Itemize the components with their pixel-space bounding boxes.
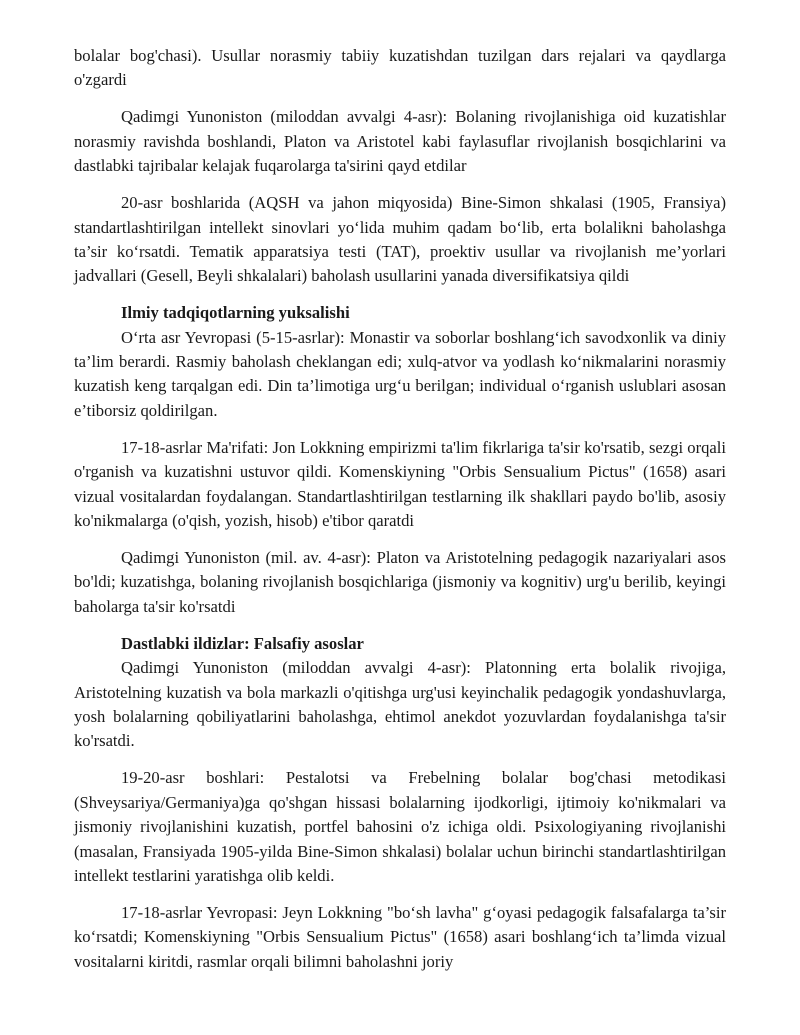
paragraph-pestalozzi-froebel: 19-20-asr boshlari: Pestalotsi va Frebelning bolalar bog'chasi metodikasi (Shveysariya/Germaniya)ga qo'shgan hissasi bolalarning ijodkorligi, ijtimoiy ko'nikmalari va jismoniy rivojlanishini kuzatish, portfel bahosini o'z ichiga oldi. Psixologiyaning rivojlanishi (masalan, Fransiyada 1905-yilda Bine-Simon shkalasi) bolalar uchun birinchi standartlashtirilgan intellekt testlarini yaratishga olib keldi.: [74, 768, 726, 885]
paragraph-ancient-greece-observations: Qadimgi Yunoniston (miloddan avvalgi 4-asr): Bolaning rivojlanishiga oid kuzatishlar norasmiy ravishda boshlandi, Platon va Aristotel kabi faylasuflar rivojlanish bosqichlarini va dastlabki tajribalar kelajak fuqarolarga ta'sirini qayd etdilar: [74, 107, 726, 176]
document-page: [74, 44, 726, 974]
paragraph-kindergarten-methods-end: bolalar bog'chasi). Usullar norasmiy tabiiy kuzatishdan tuzilgan dars rejalari va qaydlarga o'zgardi: [74, 46, 726, 90]
paragraph-enlightenment: 17-18-asrlar Ma'rifati: Jon Lokkning empirizmi ta'lim fikrlariga ta'sir ko'rsatib, sezgi orqali o'rganish va kuzatishni ustuvor qildi. Komenskiyning "Orbis Sensualium Pictus" (1658) asari vizual vositalardan foydalangan. Standartlashtirilgan testlarning ilk shakllari paydo bo'lib, asosiy ko'nikmalarga (o'qish, yozish, hisob) e'tibor qaratdi: [74, 437, 726, 531]
section-heading-early-roots: Dastlabki ildizlar: Falsafiy asoslar: [121, 633, 364, 653]
paragraph-early-20th-century: 20-asr boshlarida (AQSH va jahon miqyosida) Bine-Simon shkalasi (1905, Fransiya) standartlashtirilgan intellekt sinovlari yoʻlida muhim qadam boʻlib, erta bolalikni baholashga ta’sir koʻrsatdi. Tematik apparatsiya testi (TAT), proektiv usullar va rivojlanish me’yorlari jadvallari (Gesell, Beyli shkalalari) baholash usullarini yanada diversifikatsiya qildi: [74, 193, 726, 286]
paragraph-plato-aristotle: Qadimgi Yunoniston (miloddan avvalgi 4-asr): Platonning erta bolalik rivojiga, Aristotelning kuzatish va bola markazli o'qitishga urg'usi keyinchalik pedagogik yondashuvlarga, yosh bolalarning qobiliyatlarini baholashga, ehtimol anekdot yozuvlardan foydalanishga ta'sir ko'rsatdi.: [74, 658, 726, 751]
section-heading-scientific-research: Ilmiy tadqiqotlarning yuksalishi: [121, 303, 350, 323]
paragraph-ancient-greece-theories: Qadimgi Yunoniston (mil. av. 4-asr): Platon va Aristotelning pedagogik nazariyalari asos bo'ldi; kuzatishga, bolaning rivojlanish bosqichlariga (jismoniy va kognitiv) urg'u berilib, keyingi baholarga ta'sir ko'rsatdi: [74, 548, 726, 616]
paragraph-locke-comenius: 17-18-asrlar Yevropasi: Jeyn Lokkning "boʻsh lavha" gʻoyasi pedagogik falsafalarga ta’sir koʻrsatdi; Komenskiyning "Orbis Sensualium Pictus" (1658) asari boshlangʻich ta’limda vizual vositalarni kiritdi, rasmlar orqali bilimni baholashni joriy: [74, 902, 726, 971]
paragraph-medieval-europe: Oʻrta asr Yevropasi (5-15-asrlar): Monastir va soborlar boshlangʻich savodxonlik va diniy ta’lim berardi. Rasmiy baholash cheklangan edi; xulq-atvor va yodlash koʻnikmalarini norasmiy kuzatish keng tarqalgan edi. Din ta’limotiga urgʻu berilgan; individual oʻrganish uslublari asosan e’tiborsiz qoldirilgan.: [74, 327, 726, 420]
